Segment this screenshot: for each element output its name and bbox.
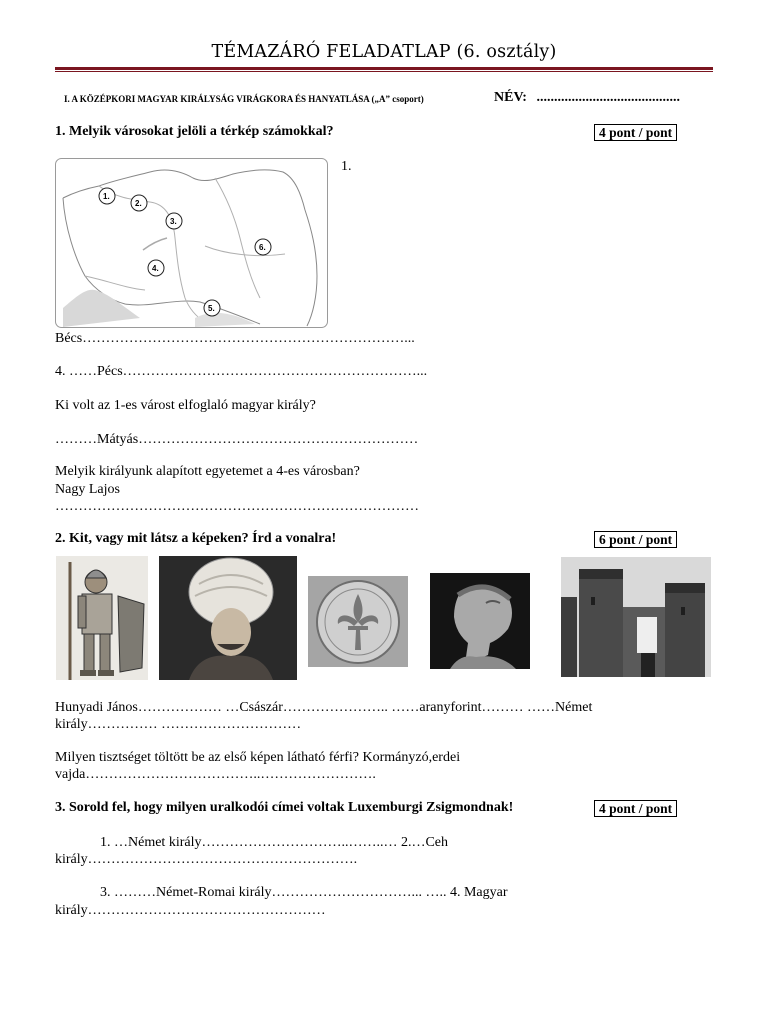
king-profile-picture (430, 573, 530, 669)
map-label-6: 6. (259, 243, 266, 252)
page-title: TÉMAZÁRÓ FELADATLAP (6. osztály) (211, 42, 557, 62)
q1-answer-1-label: 1. (341, 159, 352, 174)
name-label: NÉV: (494, 90, 527, 105)
q1-sub2-question: Melyik királyunk alapított egyetemet a 4-es városban? (55, 464, 360, 479)
q2-sub-question-line-2[interactable]: vajda………………………………..……………………. (55, 767, 376, 782)
q1-sub2-answer[interactable]: Nagy Lajos (55, 482, 120, 497)
page-subtitle: I. A KÖZÉPKORI MAGYAR KIRÁLYSÁG VIRÁGKORA ÉS HANYATLÁSA („A” csoport) (64, 94, 424, 104)
name-field[interactable] (494, 90, 680, 106)
q1-line-pecs[interactable]: 4. ……Pécs………………………………………………………... (55, 364, 428, 379)
map-label-1: 1. (103, 192, 110, 201)
q2-answer-line-2[interactable]: király…………… ………………………… (55, 717, 302, 732)
q3-item3-line-1[interactable]: 3. ………Német-Romai király…………………………... ….. 4. Magyar (100, 885, 508, 900)
q1-line-becs[interactable]: Bécs……………………………………………………………... (55, 331, 415, 346)
castle-picture (561, 557, 711, 677)
q3-item1-line-2[interactable]: király…………………………………………………. (55, 852, 358, 867)
q2-sub-question-line-1: Milyen tisztséget töltött be az első képen látható férfi? Kormányzó,erdei (55, 750, 461, 765)
q1-question: 1. Melyik városokat jelöli a térkép számokkal? (55, 124, 334, 139)
q3-points-box: 4 pont / pont (594, 800, 677, 817)
map-label-3: 3. (170, 217, 177, 226)
map-label-2: 2. (135, 199, 142, 208)
q2-answer-line-1[interactable]: Hunyadi János……………… …Császár………………….. ……aranyforint……… ……Német (55, 700, 593, 715)
hungary-map (55, 158, 328, 328)
q3-item1-line-1[interactable]: 1. …Német király…………………………..……..… 2.…Ceh (100, 835, 449, 850)
knight-picture (56, 556, 148, 680)
q3-question: 3. Sorold fel, hogy milyen uralkodói címei voltak Luxemburgi Zsigmondnak! (55, 800, 514, 815)
sultan-portrait (159, 556, 297, 680)
map-label-5: 5. (208, 304, 215, 313)
q1-sub1-answer[interactable]: ………Mátyás…………………………………………………… (55, 432, 419, 447)
q2-points-box: 6 pont / pont (594, 531, 677, 548)
florin-coin-picture (308, 576, 408, 667)
map-label-4: 4. (152, 264, 159, 273)
name-dots: ......................................... (536, 90, 680, 105)
q3-item3-line-2[interactable]: király…………………………………………… (55, 903, 326, 918)
header-rule-thin (55, 71, 713, 72)
q1-points-box: 4 pont / pont (594, 124, 677, 141)
header-rule-thick (55, 67, 713, 70)
hungary-map-svg (55, 158, 328, 328)
q2-question: 2. Kit, vagy mit látsz a képeken? Írd a vonalra! (55, 531, 337, 546)
q1-sub2-dots[interactable]: …………………………………………………………………… (55, 499, 419, 514)
q1-sub1-question: Ki volt az 1-es várost elfoglaló magyar király? (55, 398, 316, 413)
